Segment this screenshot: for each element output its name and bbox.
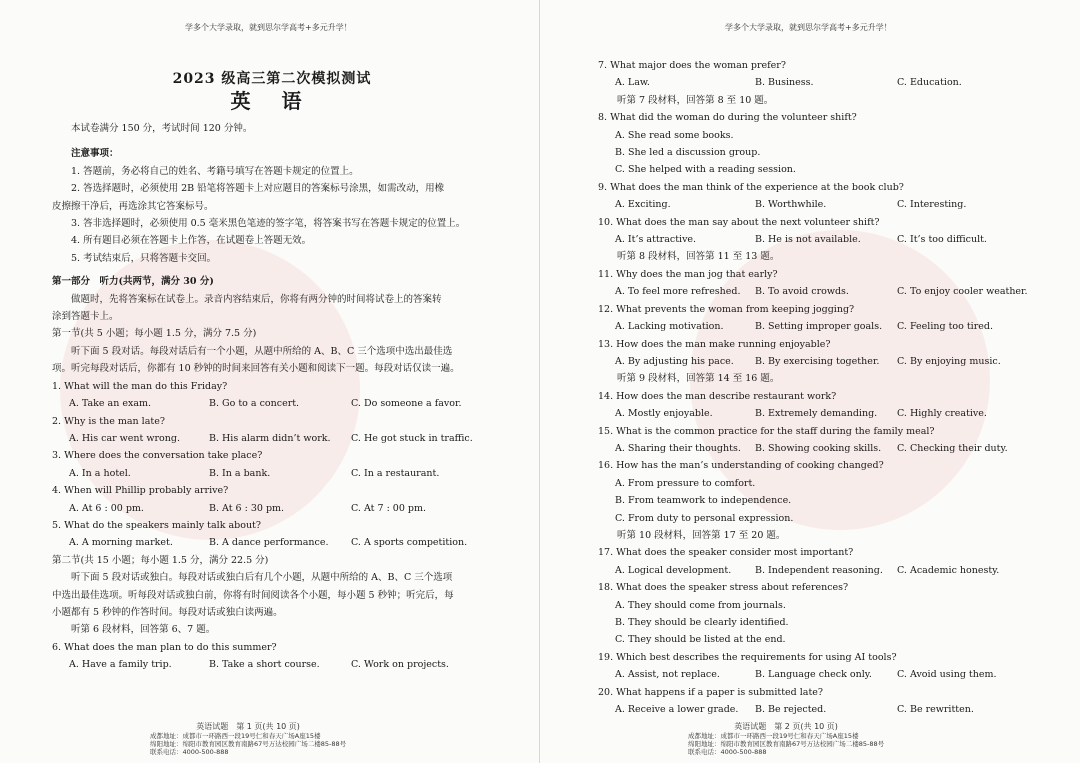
- option-b: B. Language check only.: [755, 669, 872, 681]
- page-number: 英语试题 第 1 页(共 10 页): [196, 722, 300, 731]
- question-text: 11. Why does the man jog that early?: [598, 268, 778, 280]
- section2-heading: 第二节(共 15 小题；每小题 1.5 分，满分 22.5 分): [52, 554, 269, 566]
- option-c: C. To enjoy cooler weather.: [897, 286, 1028, 298]
- option-c: C. Avoid using them.: [897, 669, 997, 681]
- option-a: A. To feel more refreshed.: [615, 286, 741, 298]
- note-item: 5. 考试结束后，只将答题卡交回。: [71, 252, 217, 264]
- option-a: A. His car went wrong.: [69, 432, 180, 444]
- option-a: A. Law.: [615, 77, 650, 89]
- question-text: 15. What is the common practice for the staff during the family meal?: [598, 425, 935, 437]
- question-text: 8. What did the woman do during the volunteer shift?: [598, 112, 857, 124]
- options-row: [598, 283, 1038, 300]
- option-c: C. A sports competition.: [351, 537, 468, 549]
- option-c: C. Be rewritten.: [897, 704, 974, 716]
- option-c: C. Highly creative.: [897, 408, 987, 420]
- material-label: 听第 10 段材料，回答第 17 至 20 题。: [617, 529, 786, 541]
- question-text: 12. What prevents the woman from keeping jogging?: [598, 303, 855, 315]
- option-b: B. At 6 : 30 pm.: [209, 502, 285, 514]
- option-line: B. She led a discussion group.: [615, 147, 761, 159]
- material-label: 听第 9 段材料，回答第 14 至 16 题。: [617, 373, 780, 385]
- option-b: B. By exercising together.: [755, 355, 880, 367]
- question-text: 20. What happens if a paper is submitted late?: [598, 686, 824, 698]
- footer-phone: 联系电话：4000-500-888: [688, 748, 767, 756]
- question-text: 16. How has the man’s understanding of cooking changed?: [598, 460, 884, 472]
- page-number: 英语试题 第 2 页(共 10 页): [734, 722, 838, 731]
- note-item: 皮擦擦干净后，再选涂其它答案标号。: [52, 200, 214, 212]
- options-row: [598, 353, 1038, 370]
- option-line: A. From pressure to comfort.: [615, 477, 756, 489]
- option-b: B. Independent reasoning.: [755, 564, 883, 576]
- page-footer: [150, 723, 346, 756]
- option-a: A. Sharing their thoughts.: [615, 442, 741, 454]
- option-b: B. Worthwhile.: [755, 199, 827, 211]
- option-c: C. Academic honesty.: [897, 564, 1000, 576]
- option-c: C. Feeling too tired.: [897, 321, 993, 333]
- section2-instruction: 小题都有 5 秒钟的作答时间。每段对话或独白读两遍。: [52, 606, 283, 618]
- option-a: A. A morning market.: [69, 537, 173, 549]
- section2-instruction: 听下面 5 段对话或独白。每段对话或独白后有几个小题，从题中所给的 A、B、C 三个选项: [71, 572, 453, 584]
- question-6: [52, 639, 492, 674]
- options-row: [598, 231, 1038, 248]
- options-row: [598, 74, 1038, 91]
- note-item: 1. 答题前，务必将自己的姓名、考籍号填写在答题卡规定的位置上。: [71, 165, 359, 177]
- option-a: A. Logical development.: [615, 564, 732, 576]
- options-row: [598, 666, 1038, 683]
- section1-instruction: 听下面 5 段对话。每段对话后有一个小题，从题中所给的 A、B、C 三个选项中选出最佳选: [71, 345, 453, 357]
- option-line: B. They should be clearly identified.: [615, 617, 789, 628]
- option-a: A. It’s attractive.: [615, 234, 697, 246]
- footer-address: 绵阳地址：绵阳市教育园区教育南路67号万达校园广场二楼85-88号: [150, 740, 347, 748]
- question-text: 17. What does the speaker consider most important?: [598, 547, 854, 559]
- part1-instruction: 做题时，先将答案标在试卷上。录音内容结束后，你将有两分钟的时间将试卷上的答案转: [71, 293, 442, 305]
- question-text: 6. What does the man plan to do this summer?: [52, 641, 277, 653]
- option-b: B. A dance performance.: [209, 537, 329, 549]
- option-a: A. Have a family trip.: [69, 659, 172, 671]
- right-content: [598, 57, 1038, 718]
- options-row: [598, 405, 1038, 422]
- exam-title-line1: 2023 级高三第二次模拟测试: [172, 71, 372, 87]
- left-content: [52, 70, 492, 674]
- options-row: [598, 562, 1038, 579]
- question-text: 5. What do the speakers mainly talk about?: [52, 519, 261, 531]
- question-3: [52, 447, 492, 482]
- material-label: 听第 6 段材料，回答第 6、7 题。: [71, 624, 216, 636]
- question-text: 4. When will Phillip probably arrive?: [52, 485, 229, 497]
- options-row: [598, 440, 1038, 457]
- option-a: A. Take an exam.: [69, 398, 152, 410]
- option-c: C. Checking their duty.: [897, 442, 1008, 454]
- option-line: C. They should be listed at the end.: [615, 634, 786, 646]
- options-row: [52, 430, 492, 447]
- note-item: 2. 答选择题时，必须使用 2B 铅笔将答题卡上对应题目的答案标号涂黑，如需改动，用橡: [71, 183, 445, 195]
- option-c: C. It’s too difficult.: [897, 234, 987, 246]
- note-item: 4. 所有题目必须在答题卡上作答，在试题卷上答题无效。: [71, 235, 312, 247]
- option-line: A. She read some books.: [615, 129, 734, 141]
- option-b: B. To avoid crowds.: [755, 286, 849, 298]
- exam-subject: 英 语: [230, 89, 314, 113]
- option-c: C. Do someone a favor.: [351, 398, 462, 410]
- material-label: 听第 7 段材料，回答第 8 至 10 题。: [617, 94, 774, 106]
- options-row: [52, 534, 492, 551]
- part1-heading: 第一部分 听力(共两节，满分 30 分): [52, 276, 214, 288]
- footer-phone: 联系电话：4000-500-888: [150, 748, 229, 756]
- option-c: C. Interesting.: [897, 199, 967, 211]
- page-footer: [688, 723, 884, 756]
- header-slogan: 学多个大学录取，就到思尔学高考+多元升学！: [185, 23, 352, 32]
- option-line: A. They should come from journals.: [615, 599, 786, 611]
- question-text: 2. Why is the man late?: [52, 415, 165, 427]
- option-b: B. Extremely demanding.: [755, 408, 878, 420]
- question-text: 9. What does the man think of the experience at the book club?: [598, 181, 904, 193]
- option-c: C. At 7 : 00 pm.: [351, 502, 427, 514]
- footer-address: 成都地址：成都市一环路西一段19号仁和春天广场A座15楼: [150, 732, 321, 740]
- option-a: A. At 6 : 00 pm.: [69, 502, 144, 514]
- header-slogan: 学多个大学录取，就到思尔学高考+多元升学！: [725, 23, 892, 32]
- option-a: A. By adjusting his pace.: [615, 355, 734, 367]
- section1-instruction: 项。听完每段对话后，你都有 10 秒钟的时间来回答有关小题和阅读下一题。每段对话仅读一遍。: [52, 363, 460, 375]
- question-text: 13. How does the man make running enjoyable?: [598, 338, 831, 350]
- notes-heading: 注意事项：: [71, 148, 119, 160]
- material-label: 听第 8 段材料，回答第 11 至 13 题。: [617, 251, 780, 263]
- question-text: 3. Where does the conversation take place?: [52, 450, 263, 462]
- options-row: [598, 318, 1038, 335]
- option-b: B. Take a short course.: [209, 659, 320, 671]
- question-4: [52, 482, 492, 517]
- footer-address: 绵阳地址：绵阳市教育园区教育南路67号万达校园广场二楼85-88号: [688, 740, 885, 748]
- question-text: 1. What will the man do this Friday?: [52, 380, 228, 392]
- option-a: A. Mostly enjoyable.: [615, 408, 713, 420]
- option-c: C. Work on projects.: [351, 659, 449, 671]
- option-b: B. He is not available.: [755, 234, 861, 246]
- options-row: [52, 465, 492, 482]
- option-b: B. Go to a concert.: [209, 398, 300, 410]
- option-line: C. She helped with a reading session.: [615, 164, 796, 176]
- option-c: C. By enjoying music.: [897, 355, 1001, 367]
- part1-instruction: 涂到答题卡上。: [52, 311, 119, 323]
- option-a: A. Receive a lower grade.: [615, 704, 739, 716]
- question-text: 19. Which best describes the requirements for using AI tools?: [598, 651, 897, 663]
- section1-heading: 第一节(共 5 小题；每小题 1.5 分，满分 7.5 分): [52, 328, 257, 340]
- note-item: 3. 答非选择题时，必须使用 0.5 毫米黑色笔迹的签字笔，将答案书写在答题卡规定的位置上。: [71, 218, 466, 230]
- footer-address: 成都地址：成都市一环路西一段19号仁和春天广场A座15楼: [688, 732, 859, 740]
- question-2: [52, 413, 492, 448]
- option-a: A. Assist, not replace.: [615, 669, 720, 681]
- page-right: [540, 0, 1080, 763]
- option-b: B. Be rejected.: [755, 704, 827, 716]
- option-b: B. His alarm didn’t work.: [209, 432, 331, 444]
- options-row: [598, 196, 1038, 213]
- option-c: C. Education.: [897, 77, 962, 89]
- question-text: 7. What major does the woman prefer?: [598, 60, 786, 71]
- exam-title: [52, 70, 492, 114]
- option-c: C. He got stuck in traffic.: [351, 432, 473, 444]
- options-row: [52, 500, 492, 517]
- option-a: A. In a hotel.: [69, 467, 131, 479]
- option-line: B. From teamwork to independence.: [615, 495, 792, 507]
- option-b: B. In a bank.: [209, 467, 271, 479]
- options-row: [52, 395, 492, 412]
- option-a: A. Exciting.: [615, 199, 671, 211]
- option-a: A. Lacking motivation.: [615, 321, 724, 333]
- question-text: 14. How does the man describe restaurant work?: [598, 390, 837, 402]
- option-line: C. From duty to personal expression.: [615, 512, 794, 524]
- section2-instruction: 中选出最佳选项。听每段对话或独白前，你将有时间阅读各个小题，每小题 5 秒钟；听完后，每: [52, 589, 454, 601]
- question-5: [52, 517, 492, 552]
- option-b: B. Showing cooking skills.: [755, 442, 882, 454]
- options-row: [598, 701, 1038, 718]
- question-text: 18. What does the speaker stress about references?: [598, 582, 849, 594]
- question-text: 10. What does the man say about the next volunteer shift?: [598, 216, 880, 228]
- exam-intro: 本试卷满分 150 分，考试时间 120 分钟。: [71, 123, 253, 134]
- option-b: B. Business.: [755, 77, 814, 89]
- options-row: [52, 656, 492, 673]
- option-c: C. In a restaurant.: [351, 467, 440, 479]
- option-b: B. Setting improper goals.: [755, 321, 883, 333]
- question-1: [52, 378, 492, 413]
